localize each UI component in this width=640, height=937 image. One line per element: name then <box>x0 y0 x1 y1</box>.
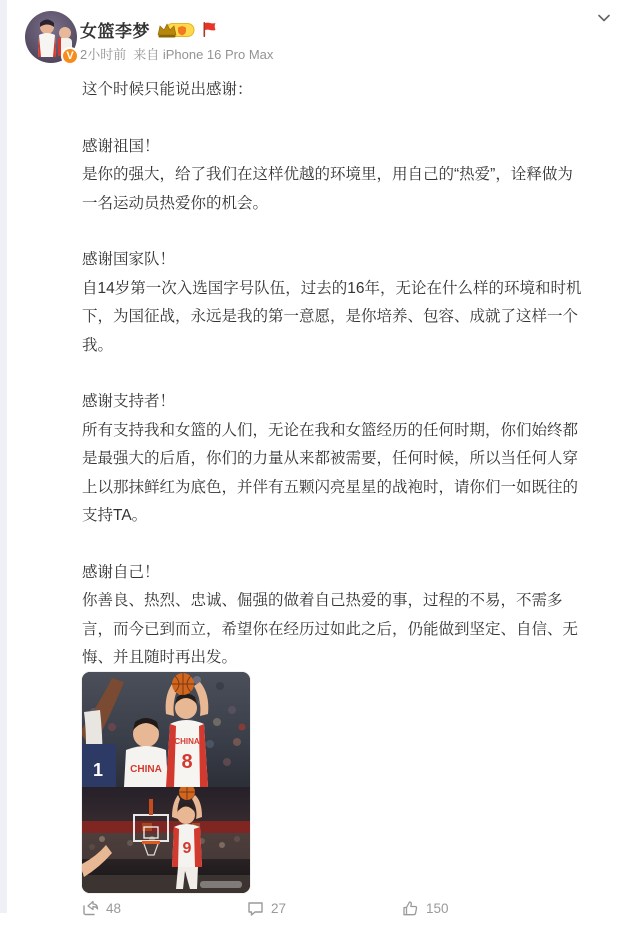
post-intro <box>82 76 584 105</box>
post-body-text <box>82 76 584 666</box>
jersey-number-8: 8 <box>181 751 193 773</box>
section-title: 感谢支持者！ <box>82 393 176 410</box>
post-image-grid[interactable] <box>82 672 250 893</box>
repost-count: 48 <box>106 901 122 916</box>
post-header <box>0 0 640 70</box>
post-photo-1[interactable] <box>82 672 250 787</box>
repost-button[interactable] <box>82 900 121 917</box>
section-title: 感谢自己！ <box>82 563 160 581</box>
post-meta <box>80 44 273 63</box>
section-body: 你善良、热烈、忠诚、倔强的做着自己热爱的事，过程的不易，不需多言，而今已到而立，希望你在经历过如此之后，仍能做到坚定、自信、无悔、并且随时再出发。 <box>82 592 579 666</box>
comment-button[interactable] <box>247 900 286 917</box>
section-body: 是你的强大，给了我们在这样优越的环境里，用自己的“热爱”，诠释做为一名运动员热爱你的机会。 <box>82 166 573 212</box>
chevron-down-icon[interactable] <box>596 10 612 26</box>
vip-crown-badge[interactable] <box>156 21 196 39</box>
like-count: 150 <box>426 901 449 916</box>
section-title: 感谢国家队！ <box>82 251 176 268</box>
section-body: 所有支持我和女篮的人们，无论在我和女篮经历的任何时期，你们始终都是最强大的后盾，你们的力量从来都被需要，任何时候，所以当任何人穿上以那抹鲜红为底色，并伴有五颗闪亮星星的战袍时，请你们一如既往的支持TA。 <box>82 421 579 524</box>
jersey-team-text: CHINA <box>174 737 200 746</box>
intro-line: 这个时候只能说出感谢： <box>82 81 253 98</box>
post-photo-2[interactable] <box>82 787 250 893</box>
section-thanks-country <box>82 133 584 219</box>
page-edge-strip <box>0 0 7 913</box>
red-flag-badge <box>202 21 217 38</box>
section-thanks-national-team <box>82 246 584 360</box>
repost-icon <box>82 900 99 917</box>
post-action-bar <box>0 897 640 937</box>
section-thanks-self <box>82 559 584 667</box>
section-title: 感谢祖国！ <box>82 137 160 155</box>
verified-badge: V <box>61 47 79 65</box>
comment-icon <box>247 900 264 917</box>
timestamp[interactable]: 2小时前 <box>80 47 127 62</box>
avatar[interactable] <box>25 11 77 63</box>
username[interactable]: 女篮李梦 <box>80 22 150 41</box>
like-button[interactable] <box>402 900 449 917</box>
section-body: 自14岁第一次入选国字号队伍，过去的16年，无论在什么样的环境和时机下，为国征战，永远是我的第一意愿，是你培养、包容、成就了这样一个我。 <box>82 279 582 354</box>
section-thanks-supporters <box>82 388 584 531</box>
source-device[interactable]: 来自 iPhone 16 Pro Max <box>133 47 274 62</box>
jersey-number-defender: 1 <box>92 760 104 780</box>
jersey-number-9: 9 <box>182 840 192 857</box>
comment-count: 27 <box>271 901 287 916</box>
thumbs-up-icon <box>402 900 419 917</box>
jersey-team-text: CHINA <box>130 764 162 775</box>
